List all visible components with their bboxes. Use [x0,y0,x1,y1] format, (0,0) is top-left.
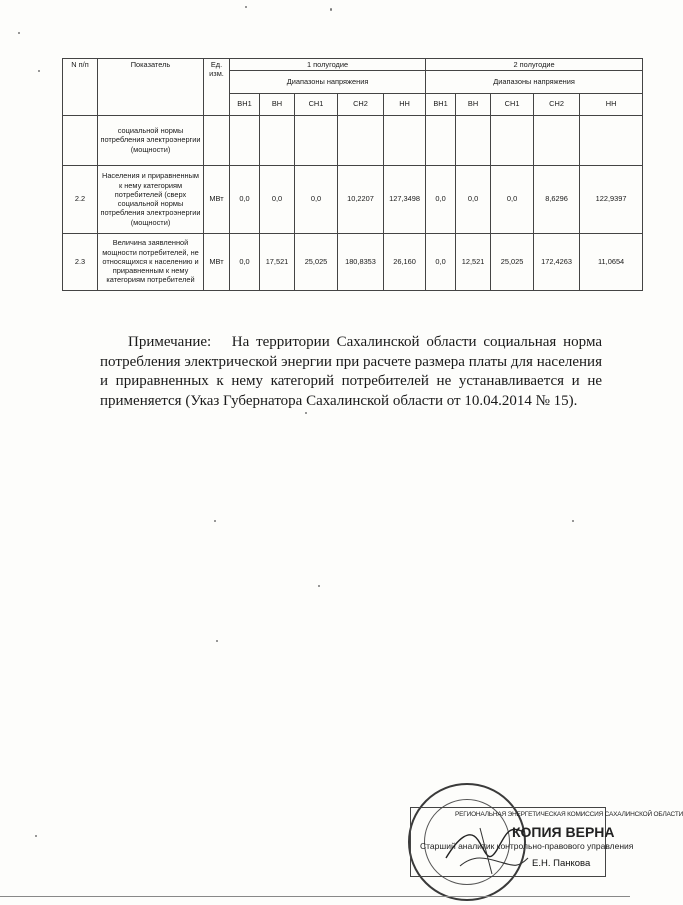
value-cell: 0,0 [230,165,260,233]
col-header-unit: Ед. изм. [204,59,230,116]
value-cell: 8,6296 [534,165,580,233]
row-number [63,115,98,165]
scan-speck [38,70,40,72]
value-cell: 12,521 [456,233,491,290]
col-header-half1: 1 полугодие [230,59,426,71]
scan-edge [0,896,630,897]
col-header-indicator: Показатель [98,59,204,116]
voltage-header: ВН1 [426,93,456,115]
value-cell [295,115,338,165]
handwritten-signature [440,818,530,878]
capacity-table [62,58,643,291]
voltage-header: НН [580,93,643,115]
row-unit [204,115,230,165]
row-number: 2.2 [63,165,98,233]
table-row [63,165,643,233]
value-cell: 0,0 [456,165,491,233]
voltage-header: СН1 [491,93,534,115]
col-header-num: N п/п [63,59,98,116]
voltage-header: ВН1 [230,93,260,115]
note-paragraph [100,333,602,411]
value-cell [580,115,643,165]
stamp-copy-mark: КОПИЯ ВЕРНА [512,824,615,840]
value-cell [456,115,491,165]
table-row [63,115,643,165]
value-cell: 172,4263 [534,233,580,290]
ranges-header-half2: Диапазоны напряжения [426,71,643,93]
value-cell [491,115,534,165]
value-cell: 0,0 [426,233,456,290]
value-cell [260,115,295,165]
scan-speck [214,520,216,522]
value-cell: 122,9397 [580,165,643,233]
voltage-header: СН1 [295,93,338,115]
scan-speck [35,835,37,837]
value-cell: 0,0 [491,165,534,233]
row-number: 2.3 [63,233,98,290]
row-indicator: социальной нормы потребления электроэнергии (мощности) [98,115,204,165]
scan-speck [216,640,218,642]
value-cell: 25,025 [491,233,534,290]
value-cell: 10,2207 [338,165,384,233]
voltage-header: СН2 [338,93,384,115]
row-indicator: Населения и приравненным к нему категориям потребителей (сверх социальной нормы потребления электроэнергии (мощности) [98,165,204,233]
row-indicator: Величина заявленной мощности потребителей, не относящихся к населению и приравненным к нему категориям потребителей [98,233,204,290]
scan-speck [305,412,307,414]
stamp-position: Старший аналитик контрольно-правового управления [420,841,634,851]
scan-speck [330,8,332,11]
voltage-header: ВН [260,93,295,115]
value-cell: 127,3498 [384,165,426,233]
row-unit: МВт [204,233,230,290]
value-cell: 17,521 [260,233,295,290]
scan-speck [18,32,20,34]
voltage-header: НН [384,93,426,115]
table-row [63,233,643,290]
scan-speck [318,585,320,587]
value-cell [534,115,580,165]
value-cell: 180,8353 [338,233,384,290]
value-cell: 0,0 [295,165,338,233]
header-row-1 [63,59,643,71]
voltage-header: ВН [456,93,491,115]
value-cell [338,115,384,165]
ranges-header-half1: Диапазоны напряжения [230,71,426,93]
value-cell: 26,160 [384,233,426,290]
value-cell: 0,0 [260,165,295,233]
value-cell: 0,0 [230,233,260,290]
value-cell: 25,025 [295,233,338,290]
stamp-signer-name: Е.Н. Панкова [532,858,591,869]
value-cell: 0,0 [426,165,456,233]
value-cell: 11,0654 [580,233,643,290]
row-unit: МВт [204,165,230,233]
note-label: Примечание: [128,334,212,350]
note-text: На территории Сахалинской области социальная норма потребления электрической энергии при расчете размера платы для населения и приравненных к нему категорий потребителей не устанавливается и не применяется (Указ Губернатора Сахалинской области от 10.04.2014 № 15). [100,334,602,409]
scan-speck [245,6,247,8]
value-cell [384,115,426,165]
value-cell [230,115,260,165]
voltage-header: СН2 [534,93,580,115]
scan-speck [572,520,574,522]
col-header-half2: 2 полугодие [426,59,643,71]
stamp-organization: РЕГИОНАЛЬНАЯ ЭНЕРГЕТИЧЕСКАЯ КОМИССИЯ САХАЛИНСКОЙ ОБЛАСТИ [455,811,683,818]
value-cell [426,115,456,165]
